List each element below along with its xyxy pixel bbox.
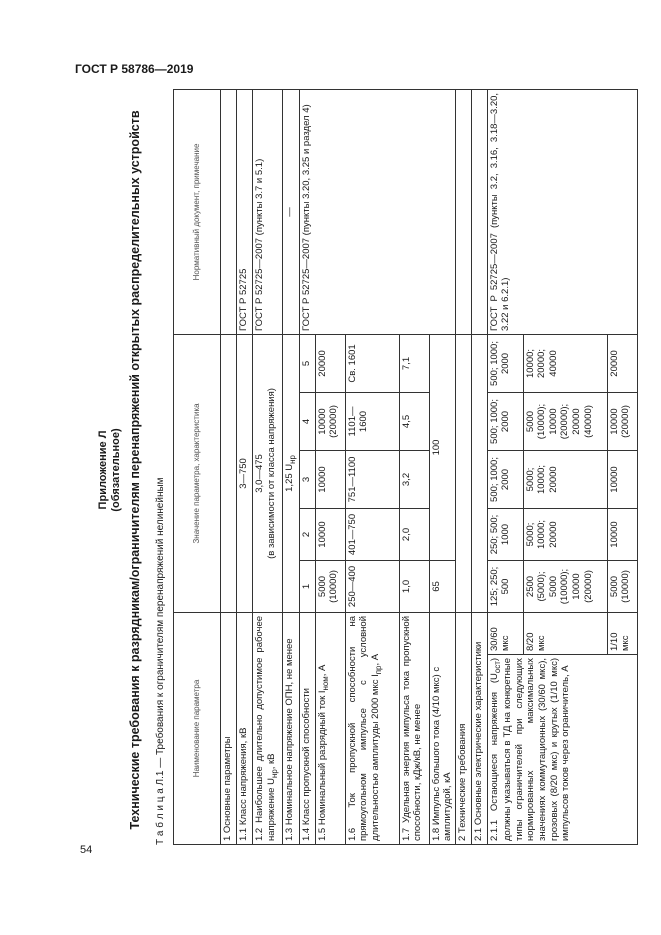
value-cell: Св. 1601 [345,334,399,392]
subrow-label: 1/10 мкс [607,612,637,654]
table-row [455,89,471,844]
doc-cell: ГОСТ Р 52725 [237,89,253,334]
table-header-row [174,89,221,844]
value-cell: 1,0 [399,560,429,612]
value-cell: 10000 [607,450,637,508]
section-2-1-label: 2.1 Основные электрические характеристики [471,612,487,844]
appendix-status: (обязательное) [110,428,122,512]
value-cell: 1,25 $U_{нр}$ [283,334,300,612]
value-cell: 250—400 [345,560,399,612]
value-cell: 20000 [607,334,637,392]
value-cell: 10000 (20000) [607,392,637,450]
appendix-title: Приложение Л [97,430,109,510]
table-caption: Т а б л и ц а Л.1 — Требования к ограничителям перенапряжений нелинейным [155,477,166,845]
row-label: 1.2 Наибольшее длительно допустимое рабочее напряжение $U_{нр}$, кВ [253,612,283,844]
value-cell: 20000 [315,334,345,392]
value-cell: 5000 (10000) [607,560,637,612]
rotated-content [95,90,632,850]
section-2-label: 2 Технические требования [455,612,471,844]
row-label: 1.3 Номинальное напряжение ОПН, не менее [283,612,300,844]
value-cell: 100 [429,334,455,560]
value-cell: 3,0—475 (в зависимости от класса напряжения) [253,334,283,612]
value-cell: 1101—1600 [345,392,399,450]
column-header-doc: Нормативный документ, примечание [174,89,221,334]
value-cell: 5000; 10000; 20000 [523,450,607,508]
value-cell: 500; 1000; 2000 [487,392,523,450]
value-cell: 10000 (20000) [315,392,345,450]
row-label: 1.7 Удельная энергия импульса тока пропускной способности, кДж/кВ, не менее [399,612,429,844]
section-heading: Технические требования к разрядникам/ограничителям перенапряжений открытых распределительных устройств [128,110,142,830]
value-cell: 401—750 [345,508,399,560]
value-cell: 125; 250; 500 [487,560,523,612]
row-label: 1.8 Импульс большого тока (4/10 мкс) с амплитудой, кА [429,612,455,844]
table-row [253,89,283,844]
table-row [299,89,315,844]
value-cell: 65 [429,560,455,612]
value-cell: 10000; 20000; 40000 [523,334,607,392]
value-cell: 10000 [315,508,345,560]
doc-cell: ГОСТ Р 52725—2007 (пункты 3.7 и 5.1) [253,89,283,334]
value-cell: 5000 (10000); 10000 (20000); 20000 (40000) [523,392,607,450]
row-label: 2.1.1 Остающиеся напряжения $(U_{ост})$ должны указываться в ТД на конкретные типы ограничителей при следующих нормированных максимальных значениях коммутационных (30/60 мкс), грозовых (8/20 мкс) и крутых (1/10 мкс) импульсов токов через ограничитель, А [487,655,637,845]
value-cell: 5000; 10000; 20000 [523,508,607,560]
value-cell: 7,1 [399,334,429,392]
page-number: 54 [80,844,93,856]
value-cell: 500; 1000; 2000 [487,450,523,508]
table-row [487,89,523,844]
value-cell: 3 [299,450,315,508]
value-cell: 2,0 [399,508,429,560]
column-header-param: Наименование параметра [174,612,221,844]
column-header-value: Значение параметра, характеристика [174,334,221,612]
value-cell: 751—1100 [345,450,399,508]
row-label: 1.5 Номинальный разрядный ток $I_{ном}$, А [315,612,345,844]
value-cell: 10000 [315,450,345,508]
value-cell: 3,2 [399,450,429,508]
value-cell: 500; 1000; 2000 [487,334,523,392]
row-label: 1.4 Класс пропускной способности [299,612,315,844]
value-cell: 5 [299,334,315,392]
doc-cell: ГОСТ Р 52725—2007 (пункты 3.2, 3.16, 3.18—3.20, 3.22 и 6.2.1) [487,89,637,334]
value-cell: 3—750 [237,334,253,612]
table-row [237,89,253,844]
value-cell: 2 [299,508,315,560]
table-row [221,89,237,844]
subrow-label: 30/60 мкс [487,612,523,654]
subrow-label: 8/20 мкс [523,612,607,654]
table-row [283,89,300,844]
value-cell: 4,5 [399,392,429,450]
value-cell: 2500 (5000); 5000 (10000); 10000 (20000) [523,560,607,612]
value-cell: 1 [299,560,315,612]
value-cell: 10000 [607,508,637,560]
doc-cell: ГОСТ Р 52725—2007 (пункты 3.20, 3.25 и раздел 4) [299,89,455,334]
value-cell: 5000 (10000) [315,560,345,612]
row-label: 1.1 Класс напряжения, кВ [237,612,253,844]
value-cell: 4 [299,392,315,450]
document-header: ГОСТ Р 58786—2019 [75,62,194,76]
row-label: 1.6 Ток пропускной способности на прямоугольном импульсе с условной длительностью амплитуды 2000 мкс $I_{пр}$, А [345,612,399,844]
section-1-label: 1 Основные параметры [221,612,237,844]
requirements-table [173,89,638,845]
doc-cell: — [283,89,300,334]
value-cell: 250; 500; 1000 [487,508,523,560]
table-row [471,89,487,844]
